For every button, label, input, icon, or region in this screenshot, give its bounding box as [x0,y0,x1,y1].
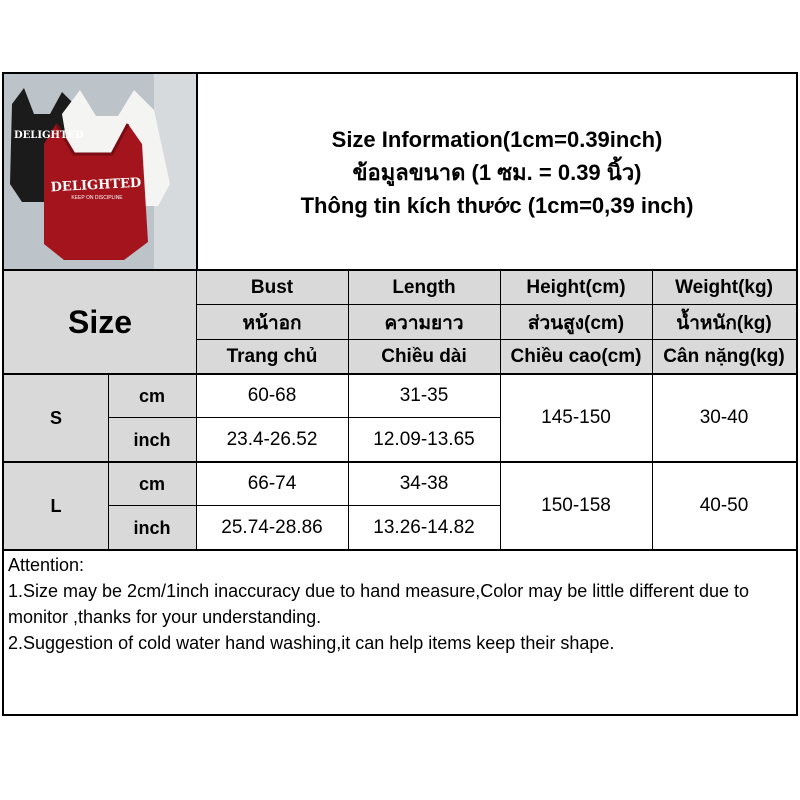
header-bust-vi: Trang chủ [226,346,318,367]
grid-line [196,339,796,340]
product-photo-illustration [4,74,196,270]
size-s-height: 145-150 [541,407,611,428]
grid-line [108,417,500,418]
size-s-length-inch: 12.09-13.65 [373,429,475,450]
header-weight-en: Weight(kg) [675,276,773,298]
notes-line-1: 1.Size may be 2cm/1inch inaccuracy due to hand measure,Color may be little different due to monitor ,thanks for your understanding. [8,581,750,627]
size-l-unit-inch: inch [133,517,171,538]
size-s-label: S [49,407,62,428]
header-length-th: ความยาว [384,312,464,334]
size-header-cell [4,270,196,374]
size-s-weight: 30-40 [699,407,749,428]
print-text-delighted: DELIGHTED [50,175,142,196]
size-l-bust-inch: 25.74-28.86 [221,517,323,538]
grid-line [108,374,109,550]
size-s-length-cm: 31-35 [399,385,449,406]
header-weight-th: น้ำหนัก(kg) [676,312,772,334]
print-text-black-shirt: DELIGHTED [14,130,84,141]
product-photo [4,74,196,270]
size-l-unit-cm: cm [138,473,165,494]
size-l-weight: 40-50 [699,495,749,516]
grid-line [652,270,653,550]
print-subtext: KEEP ON DISCIPLINE [71,195,123,201]
grid-line [196,74,198,270]
grid-line [196,304,796,305]
size-l-height: 150-158 [541,495,611,516]
header-weight-vi: Cân nặng(kg) [663,346,785,367]
notes-line-2: 2.Suggestion of cold water hand washing,it can help items keep their shape. [8,633,615,653]
title-vietnamese: Thông tin kích thước (1cm=0,39 inch) [300,192,694,218]
size-s-unit-cm: cm [138,385,165,406]
header-height-vi: Chiều cao(cm) [510,346,642,367]
size-s-bust-cm: 60-68 [247,385,297,406]
size-header-label: Size [67,303,133,340]
size-l-length-inch: 13.26-14.82 [373,517,475,538]
header-length-vi: Chiều dài [381,346,467,367]
header-bust-th: หน้าอก [242,312,302,334]
grid-line [4,373,796,375]
grid-line [4,269,796,271]
size-chart [2,72,798,716]
header-bust-en: Bust [250,276,294,298]
size-l-label: L [50,495,62,516]
header-length-en: Length [392,276,456,298]
grid-line [4,549,796,551]
title-block [198,74,796,270]
grid-line [108,505,500,506]
notes-heading: Attention: [8,555,85,575]
size-s-bust-inch: 23.4-26.52 [226,429,318,450]
title-thai: ข้อมูลขนาด (1 ซม. = 0.39 นิ้ว) [352,159,642,185]
header-height-en: Height(cm) [526,276,626,298]
size-l-bust-cm: 66-74 [247,473,297,494]
attention-notes [8,552,794,656]
grid-line [500,270,501,550]
header-height-th: ส่วนสูง(cm) [527,312,625,334]
grid-line [348,270,349,550]
title-english: Size Information(1cm=0.39inch) [331,126,663,152]
size-l-length-cm: 34-38 [399,473,449,494]
size-s-unit-inch: inch [133,429,171,450]
grid-line [4,461,796,463]
grid-line [196,270,197,550]
